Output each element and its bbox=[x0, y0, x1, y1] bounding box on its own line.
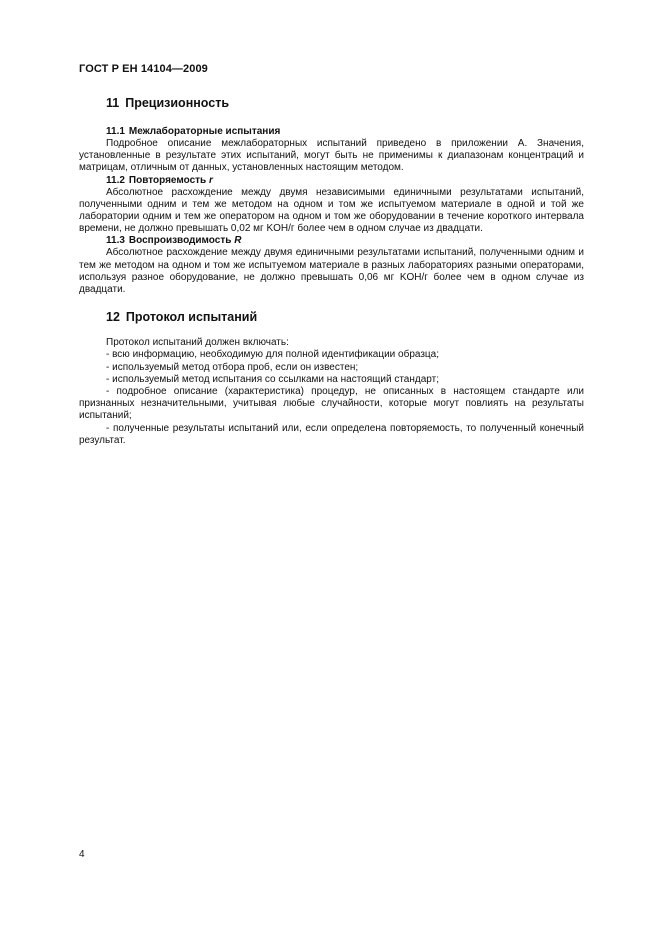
section-12-heading bbox=[79, 309, 584, 325]
document-header: ГОСТ Р ЕН 14104—2009 bbox=[79, 63, 208, 75]
section-12-title: Протокол испытаний bbox=[125, 310, 258, 325]
subsection-11-2-title: Повторяемость bbox=[128, 174, 207, 186]
section-12-number: 12 bbox=[106, 310, 120, 325]
list-item: - используемый метод испытания со ссылками на настоящий стандарт; bbox=[106, 373, 439, 385]
section-11-title: Прецизионность bbox=[125, 96, 230, 110]
subsection-11-2-number: 11.2 bbox=[106, 174, 125, 186]
subsection-11-2-text: Абсолютное расхождение между двумя независимыми единичными результатами испытаний, полученными одним и тем же методом на одном и том же испытуемом материале в одной и той же лаборатории одним и тем же оператором на одном и том же оборудовании в течение короткого интервала времени, не должно превышать 0,02 мг KOH/г более чем в одном случае из двадцати. bbox=[79, 186, 584, 235]
section-11-number: 11 bbox=[106, 96, 120, 110]
list-item: - используемый метод отбора проб, если он известен; bbox=[106, 361, 359, 373]
subsection-11-3-text: Абсолютное расхождение между двумя единичными результатами испытаний, полученными одним и тем же методом на одном и том же испытуемом материале в разных лабораториях разными операторами, используя разное оборудование, не должно превышать 0,06 мг KOH/г более чем в одном случае из двадцати. bbox=[79, 247, 584, 296]
document-body bbox=[79, 95, 584, 447]
subsection-11-1 bbox=[79, 126, 584, 175]
subsection-11-2 bbox=[79, 175, 584, 236]
page-number: 4 bbox=[79, 849, 85, 860]
subsection-11-2-heading bbox=[79, 175, 584, 187]
list-item: - подробное описание (характеристика) процедур, не описанных в настоящем стандарте или признанных незначительными, учитывая любые случайности, которые могут повлиять на результаты испытаний; bbox=[79, 386, 584, 422]
subsection-11-3-number: 11.3 bbox=[106, 235, 125, 247]
subsection-11-1-heading bbox=[79, 126, 584, 138]
section-11-heading bbox=[79, 95, 584, 111]
subsection-11-1-title: Межлабораторные испытания bbox=[128, 126, 281, 137]
section-12-list bbox=[79, 349, 584, 447]
section-12-intro: Протокол испытаний должен включать: bbox=[106, 337, 289, 349]
subsection-11-3-heading bbox=[79, 235, 584, 247]
subsection-11-1-number: 11.1 bbox=[106, 126, 125, 137]
subsection-11-1-text: Подробное описание межлабораторных испытаний приведено в приложении А. Значения, установленные в результате этих испытаний, могут быть не применимы к диапазонам концентраций и матрицам, отличным от данных, установленных настоящим методом. bbox=[79, 138, 584, 174]
subsection-11-3-title: Воспроизводимость bbox=[128, 235, 232, 247]
subsection-11-2-symbol: r bbox=[208, 174, 213, 186]
subsection-11-3 bbox=[79, 235, 584, 296]
list-item: - всю информацию, необходимую для полной идентификации образца; bbox=[106, 349, 439, 361]
list-item: - полученные результаты испытаний или, если определена повторяемость, то полученный конечный результат. bbox=[79, 422, 584, 446]
subsection-11-3-symbol: R bbox=[234, 235, 242, 247]
